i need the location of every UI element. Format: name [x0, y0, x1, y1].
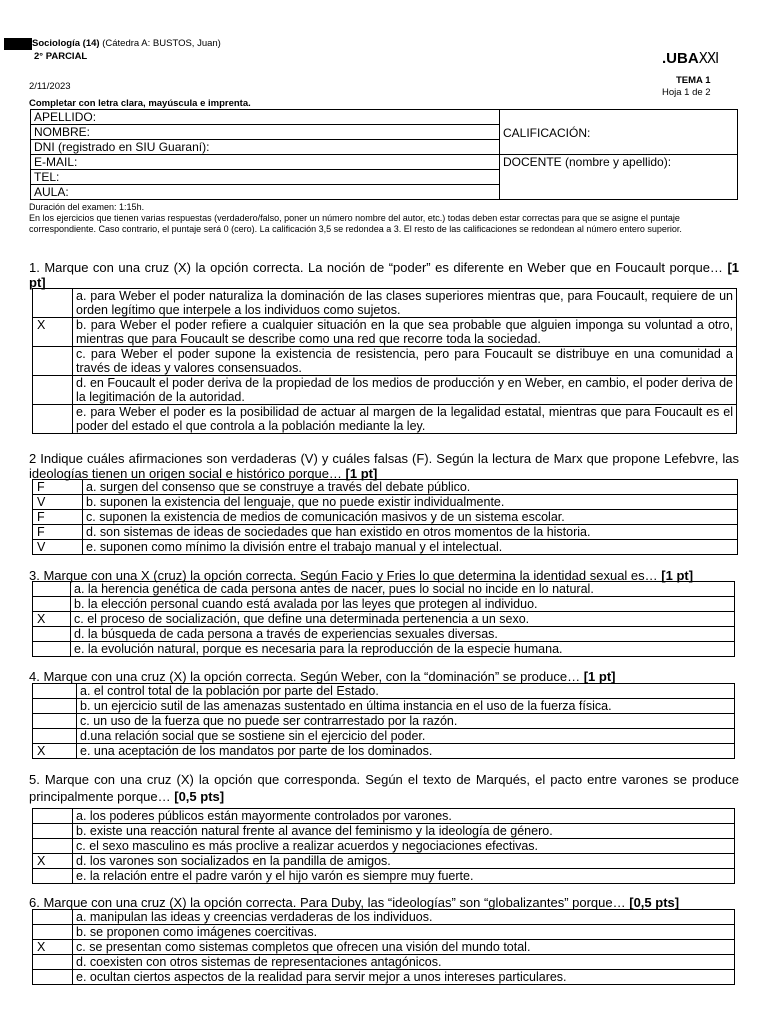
option-text: b. suponen la existencia del lenguaje, que no puede existir individualmente. — [83, 495, 738, 510]
option-text: a. surgen del consenso que se construye a través del debate público. — [83, 480, 738, 495]
answer-cell[interactable] — [33, 809, 73, 824]
option-text: a. manipulan las ideas y creencias verdaderas de los individuos. — [73, 910, 735, 925]
answer-cell[interactable]: F — [33, 510, 83, 525]
question-5: 5. Marque con una cruz (X) la opción que corresponda. Según el texto de Marqués, el pacto entre varones se produce principalmente porque… [0,5 pts] — [29, 772, 739, 804]
answer-cell[interactable]: F — [33, 480, 83, 495]
calificacion-field[interactable]: CALIFICACIÓN: — [500, 110, 738, 155]
options-table-q3 — [32, 581, 735, 657]
option-text: e. la relación entre el padre varón y el hijo varón es siempre muy fuerte. — [73, 869, 735, 884]
option-text: d.una relación social que se sostiene sin el ejercicio del poder. — [77, 729, 735, 744]
answer-cell[interactable] — [33, 910, 73, 925]
exam-duration: Duración del examen: 1:15h. — [29, 202, 145, 212]
options-table-q1 — [32, 288, 737, 434]
option-text: b. existe una reacción natural frente al avance del feminismo y la ideología de género. — [73, 824, 735, 839]
answer-cell[interactable] — [33, 869, 73, 884]
option-text: c. suponen la existencia de medios de comunicación masivos y de un sistema escolar. — [83, 510, 738, 525]
apellido-field[interactable]: APELLIDO: — [31, 110, 500, 125]
answer-cell[interactable] — [33, 824, 73, 839]
question-2: 2 Indique cuáles afirmaciones son verdaderas (V) y cuáles falsas (F). Según la lectura de Marx que propone Lefebvre, las ideologías tienen un origen social e histórico porque… [1 pt] — [29, 451, 739, 481]
option-text: d. son sistemas de ideas de sociedades que han existido en otros momentos de la historia. — [83, 525, 738, 540]
answer-cell[interactable] — [33, 347, 73, 376]
instructions: Completar con letra clara, mayúscula e imprenta. — [29, 98, 251, 109]
page-indicator: Hoja 1 de 2 — [662, 87, 711, 98]
exam-name: 2° PARCIAL — [34, 51, 88, 62]
answer-cell[interactable] — [33, 642, 71, 657]
email-field[interactable]: E-MAIL: — [31, 155, 500, 170]
option-text: e. suponen como mínimo la división entre el trabajo manual y el intelectual. — [83, 540, 738, 555]
answer-cell[interactable]: X — [33, 744, 77, 759]
question-1: 1. Marque con una cruz (X) la opción correcta. La noción de “poder” es diferente en Weber que en Foucault porque… [1 pt] — [29, 260, 739, 290]
docente-field[interactable]: DOCENTE (nombre y apellido): — [500, 155, 738, 200]
option-text: b. para Weber el poder refiere a cualquier situación en la que sea probable que alguien imponga su voluntad a otro, mientras que para Foucault se describe como una red que recorre toda la sociedad. — [73, 318, 737, 347]
option-text: d. en Foucault el poder deriva de la propiedad de los medios de producción y en Weber, en cambio, el poder deriva de la legitimación de la autoridad. — [73, 376, 737, 405]
option-text: e. una aceptación de los mandatos por parte de los dominados. — [77, 744, 735, 759]
answer-cell[interactable]: V — [33, 495, 83, 510]
answer-cell[interactable] — [33, 376, 73, 405]
answer-cell[interactable] — [33, 627, 71, 642]
option-text: e. ocultan ciertos aspectos de la realidad para servir mejor a unos intereses particulares. — [73, 970, 735, 985]
answer-cell[interactable] — [33, 405, 73, 434]
answer-cell[interactable]: X — [33, 940, 73, 955]
option-text: c. para Weber el poder supone la existencia de resistencia, pero para Foucault se distribuye en una comunidad a través de ideas y valores consensuados. — [73, 347, 737, 376]
answer-cell[interactable] — [33, 597, 71, 612]
answer-cell[interactable] — [33, 289, 73, 318]
option-text: c. un uso de la fuerza que no puede ser contrarrestado por la razón. — [77, 714, 735, 729]
grading-rules: En los ejercicios que tienen varias respuestas (verdadero/falso, poner un número nombre del autor, etc.) todas deben estar correctas para que se asigne el puntaje correspondiente. Caso contrario, el puntaje será 0 (cero). La calificación 3,5 se redondea a 3. El resto de las calificaciones se redondean al número entero superior. — [29, 213, 682, 234]
question-4: 4. Marque con una cruz (X) la opción correcta. Según Weber, con la “dominación” se produce… [1 pt] — [29, 669, 616, 684]
options-table-q2 — [32, 479, 738, 555]
answer-cell[interactable] — [33, 839, 73, 854]
answer-cell[interactable] — [33, 970, 73, 985]
answer-cell[interactable] — [33, 699, 77, 714]
uba-xxi-logo: .UBAXXI — [662, 49, 719, 67]
answer-cell[interactable] — [33, 729, 77, 744]
option-text: b. la elección personal cuando está avalada por las leyes que protegen al individuo. — [71, 597, 735, 612]
nombre-field[interactable]: NOMBRE: — [31, 125, 500, 140]
aula-field[interactable]: AULA: — [31, 185, 500, 200]
tel-field[interactable]: TEL: — [31, 170, 500, 185]
exam-date: 2/11/2023 — [29, 81, 71, 92]
option-text: a. los poderes públicos están mayormente controlados por varones. — [73, 809, 735, 824]
option-text: d. los varones son socializados en la pandilla de amigos. — [73, 854, 735, 869]
option-text: e. la evolución natural, porque es necesaria para la reproducción de la especie humana. — [71, 642, 735, 657]
option-text: a. el control total de la población por parte del Estado. — [77, 684, 735, 699]
answer-cell[interactable]: F — [33, 525, 83, 540]
option-text: c. el sexo masculino es más proclive a realizar acuerdos y negociaciones efectivas. — [73, 839, 735, 854]
option-text: e. para Weber el poder es la posibilidad de actuar al margen de la legalidad estatal, mientras que para Foucault es el poder del estado el que controla a la población mediante la ley. — [73, 405, 737, 434]
option-text: a. la herencia genética de cada persona antes de nacer, pues lo social no incide en lo natural. — [71, 582, 735, 597]
option-text: a. para Weber el poder naturaliza la dominación de las clases superiores mientras que, para Foucault, requiere de un orden legítimo que interpele a los individuos como sujetos. — [73, 289, 737, 318]
question-3: 3. Marque con una X (cruz) la opción correcta. Según Facio y Fries lo que determina la identidad sexual es… [1 pt] — [29, 568, 694, 583]
answer-cell[interactable] — [33, 582, 71, 597]
options-table-q4 — [32, 683, 735, 759]
option-text: b. se proponen como imágenes coercitivas. — [73, 925, 735, 940]
answer-cell[interactable]: V — [33, 540, 83, 555]
option-text: d. la búsqueda de cada persona a través de experiencias sexuales diversas. — [71, 627, 735, 642]
tema-label: TEMA 1 — [676, 75, 711, 86]
question-6: 6. Marque con una cruz (X) la opción correcta. Para Duby, las “ideologías” son “globalizantes” porque… [0,5 pts] — [29, 895, 680, 910]
answer-cell[interactable] — [33, 684, 77, 699]
redacted-block — [4, 38, 32, 50]
course-title: Sociología (14) (Cátedra A: BUSTOS, Juan) — [32, 38, 221, 49]
options-table-q5 — [32, 808, 735, 884]
student-id-table — [30, 109, 738, 200]
answer-cell[interactable] — [33, 925, 73, 940]
answer-cell[interactable]: X — [33, 318, 73, 347]
options-table-q6 — [32, 909, 735, 985]
answer-cell[interactable]: X — [33, 854, 73, 869]
option-text: c. el proceso de socialización, que define una determinada pertenencia a un sexo. — [71, 612, 735, 627]
answer-cell[interactable] — [33, 955, 73, 970]
option-text: c. se presentan como sistemas completos que ofrecen una visión del mundo total. — [73, 940, 735, 955]
answer-cell[interactable]: X — [33, 612, 71, 627]
dni-field[interactable]: DNI (registrado en SIU Guaraní): — [31, 140, 500, 155]
option-text: b. un ejercicio sutil de las amenazas sustentado en última instancia en el uso de la fuerza física. — [77, 699, 735, 714]
answer-cell[interactable] — [33, 714, 77, 729]
option-text: d. coexisten con otros sistemas de representaciones antagónicos. — [73, 955, 735, 970]
